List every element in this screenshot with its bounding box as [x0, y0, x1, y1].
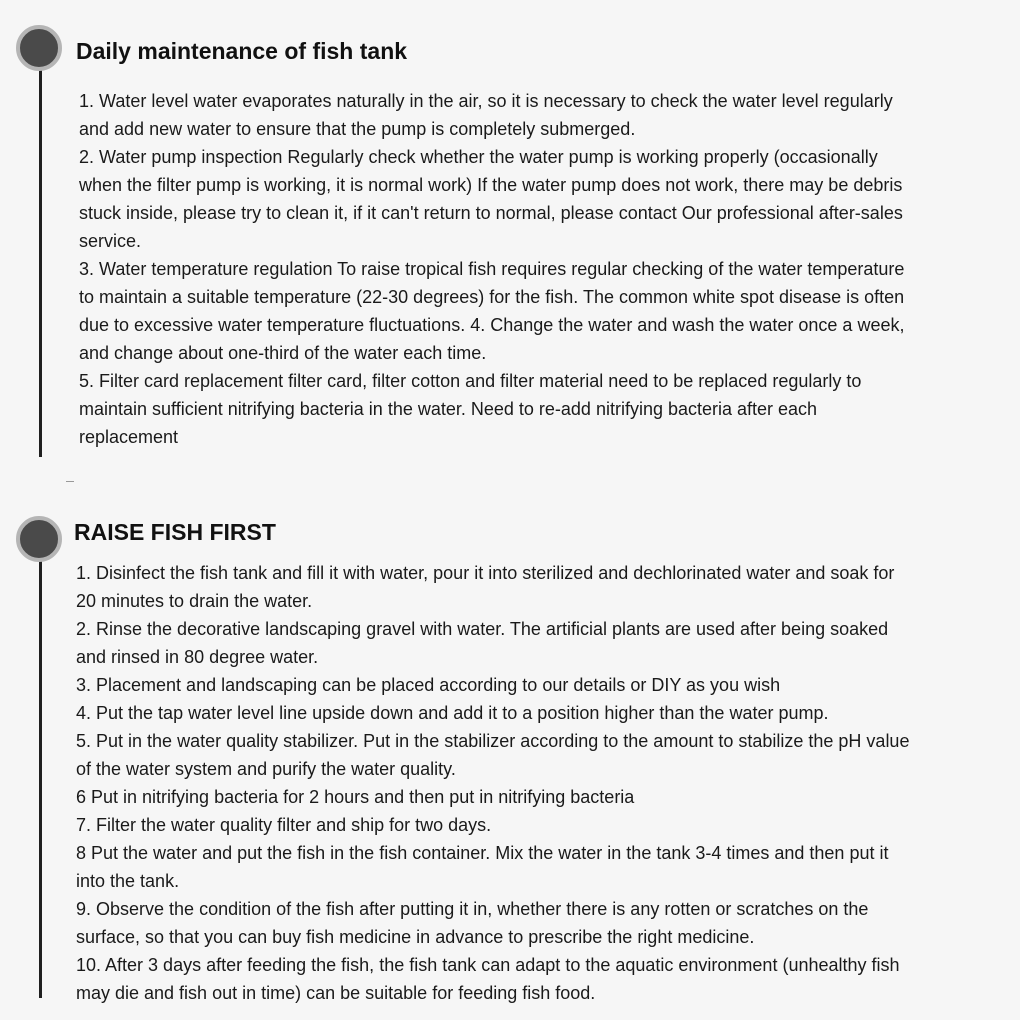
- timeline-dot-icon: [16, 516, 62, 562]
- paragraph: 3. Water temperature regulation To raise tropical fish requires regular checking of the water temperature to maintain a suitable temperature (22-30 degrees) for the fish. The common white spot disease is often due to excessive water temperature fluctuations. 4. Change the water and wash the water once a week, and change about one-third of the water each time.: [79, 259, 905, 363]
- paragraph: 2. Water pump inspection Regularly check whether the water pump is working properly (occasionally when the filter pump is working, it is normal work) If the water pump does not work, there may be debris stuck inside, please try to clean it, if it can't return to normal, please contact Our professional after-sales service.: [79, 147, 903, 251]
- section-title: RAISE FISH FIRST: [74, 519, 276, 545]
- section-title: Daily maintenance of fish tank: [76, 38, 408, 64]
- paragraph: 1. Disinfect the fish tank and fill it with water, pour it into sterilized and dechlorinated water and soak for 20 minutes to drain the water.: [76, 563, 895, 611]
- paragraph: 5. Filter card replacement filter card, filter cotton and filter material need to be replaced regularly to maintain sufficient nitrifying bacteria in the water. Need to re-add nitrifying bacteria after each replacement: [79, 371, 862, 447]
- paragraph: 4. Put the tap water level line upside down and add it to a position higher than the water pump.: [76, 703, 829, 723]
- paragraph: 1. Water level water evaporates naturally in the air, so it is necessary to check the water level regularly and add new water to ensure that the pump is completely submerged.: [79, 91, 893, 139]
- paragraph: 2. Rinse the decorative landscaping gravel with water. The artificial plants are used after being soaked and rinsed in 80 degree water.: [76, 619, 889, 667]
- paragraph: 6 Put in nitrifying bacteria for 2 hours and then put in nitrifying bacteria: [76, 787, 635, 807]
- timeline-line: [39, 540, 42, 998]
- paragraph: 3. Placement and landscaping can be placed according to our details or DIY as you wish: [76, 675, 781, 695]
- paragraph: 5. Put in the water quality stabilizer. Put in the stabilizer according to the amount to stabilize the pH value of the water system and purify the water quality.: [76, 731, 910, 779]
- paragraph: 9. Observe the condition of the fish after putting it in, whether there is any rotten or scratches on the surface, so that you can buy fish medicine in advance to prescribe the right medicine.: [76, 899, 869, 947]
- paragraph: 7. Filter the water quality filter and ship for two days.: [76, 815, 492, 835]
- paragraph: 10. After 3 days after feeding the fish, the fish tank can adapt to the aquatic environment (unhealthy fish may die and fish out in time) can be suitable for feeding fish food.: [76, 955, 900, 1003]
- section-body: [76, 559, 918, 1007]
- paragraph: 8 Put the water and put the fish in the fish container. Mix the water in the tank 3-4 times and then put it into the tank.: [76, 843, 889, 891]
